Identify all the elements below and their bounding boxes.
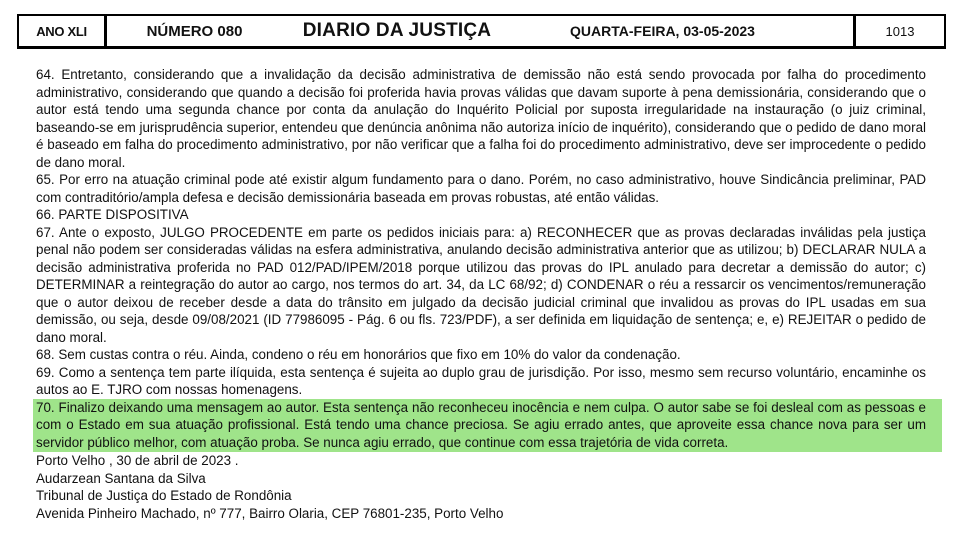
edition-number: NÚMERO 080	[146, 22, 243, 40]
court-name: Tribunal de Justiça do Estado de Rondônia	[36, 488, 292, 503]
document-body	[36, 66, 926, 522]
paragraph-69: 69. Como a sentença tem parte ilíquida, esta sentença é sujeita ao duplo grau de jurisdição. Por isso, mesmo sem recurso voluntário, encaminhe os autos ao E. TJRO com nossas homenagens.	[36, 364, 926, 397]
judge-name: Audarzean Santana da Silva	[36, 470, 206, 486]
court-address: Avenida Pinheiro Machado, nº 777, Bairro Olaria, CEP 76801-235, Porto Velho	[36, 505, 504, 521]
paragraph-66-heading: 66. PARTE DISPOSITIVA	[36, 207, 189, 222]
edition-year: ANO XLI	[19, 16, 107, 46]
place-date: Porto Velho , 30 de abril de 2023 .	[36, 453, 239, 468]
page-number: 1013	[885, 23, 915, 39]
paragraph-64: 64. Entretanto, considerando que a invalidação da decisão administrativa de demissão não está sendo provocada por falha do procedimento administrativo, considerando que quando a decisão foi proferida havia provas válidas que davam suporte à pena demissionária, considerando que o autor está tendo uma segunda chance por conta da anulação do Inquérito Policial por suposta irregularidade na instauração (o juiz criminal, baseando-se em jurisprudência superior, entendeu que denúncia anônima não autoriza início de inquérito), considerando que o pedido de dano moral é baseado em falha do procedimento administrativo, por não verificar que a falha foi do procedimento administrativo, deve ser improcedente o pedido de dano moral.	[36, 67, 926, 170]
paragraph-65: 65. Por erro na atuação criminal pode até existir algum fundamento para o dano. Porém, no caso administrativo, houve Sindicância preliminar, PAD com contraditório/ampla defesa e decisão demissionária baseada em provas robustas, até então válidas.	[36, 172, 926, 205]
publication-date: QUARTA-FEIRA, 03-05-2023	[512, 16, 856, 46]
highlighted-paragraph-70: 70. Finalizo deixando uma mensagem ao autor. Esta sentença não reconheceu inocência e nem culpa. O autor sabe se foi desleal com as pessoas e com o Estado em sua atuação profissional. Está tendo uma chance preciosa. Se agiu errado antes, que aproveite essa chance nova para ser um servidor público melhor, com atuação proba. Se nunca agiu errado, que continue com essa trajetória de vida correta.	[33, 399, 942, 453]
publication-title: DIARIO DA JUSTIÇA	[302, 20, 492, 41]
signature-block	[36, 452, 926, 522]
masthead	[17, 14, 946, 49]
paragraph-68: 68. Sem custas contra o réu. Ainda, condeno o réu em honorários que fixo em 10% do valor da condenação.	[36, 347, 681, 362]
paragraph-67: 67. Ante o exposto, JULGO PROCEDENTE em parte os pedidos iniciais para: a) RECONHECER que as provas declaradas inválidas pela justiça penal não podem ser consideradas válidas na esfera administrativa, anulando decisão administrativa anterior que as utilizou; b) DECLARAR NULA a decisão administrativa proferida no PAD 012/PAD/IPEM/2018 porque utilizou das provas do IPL anulado para decretar a demissão do autor; c) DETERMINAR a reintegração do autor ao cargo, nos termos do art. 34, da LC 68/92; d) CONDENAR o réu a ressarcir os vencimentos/remuneração que o autor deixou de receber desde a data do trânsito em julgado da decisão judicial criminal que invalidou as provas do IPL usadas em sua demissão, ou seja, desde 09/08/2021 (ID 77986095 - Pág. 6 ou fls. 723/PDF), a ser definida em liquidação de sentença; e, e) REJEITAR o pedido de dano moral.	[36, 224, 926, 345]
